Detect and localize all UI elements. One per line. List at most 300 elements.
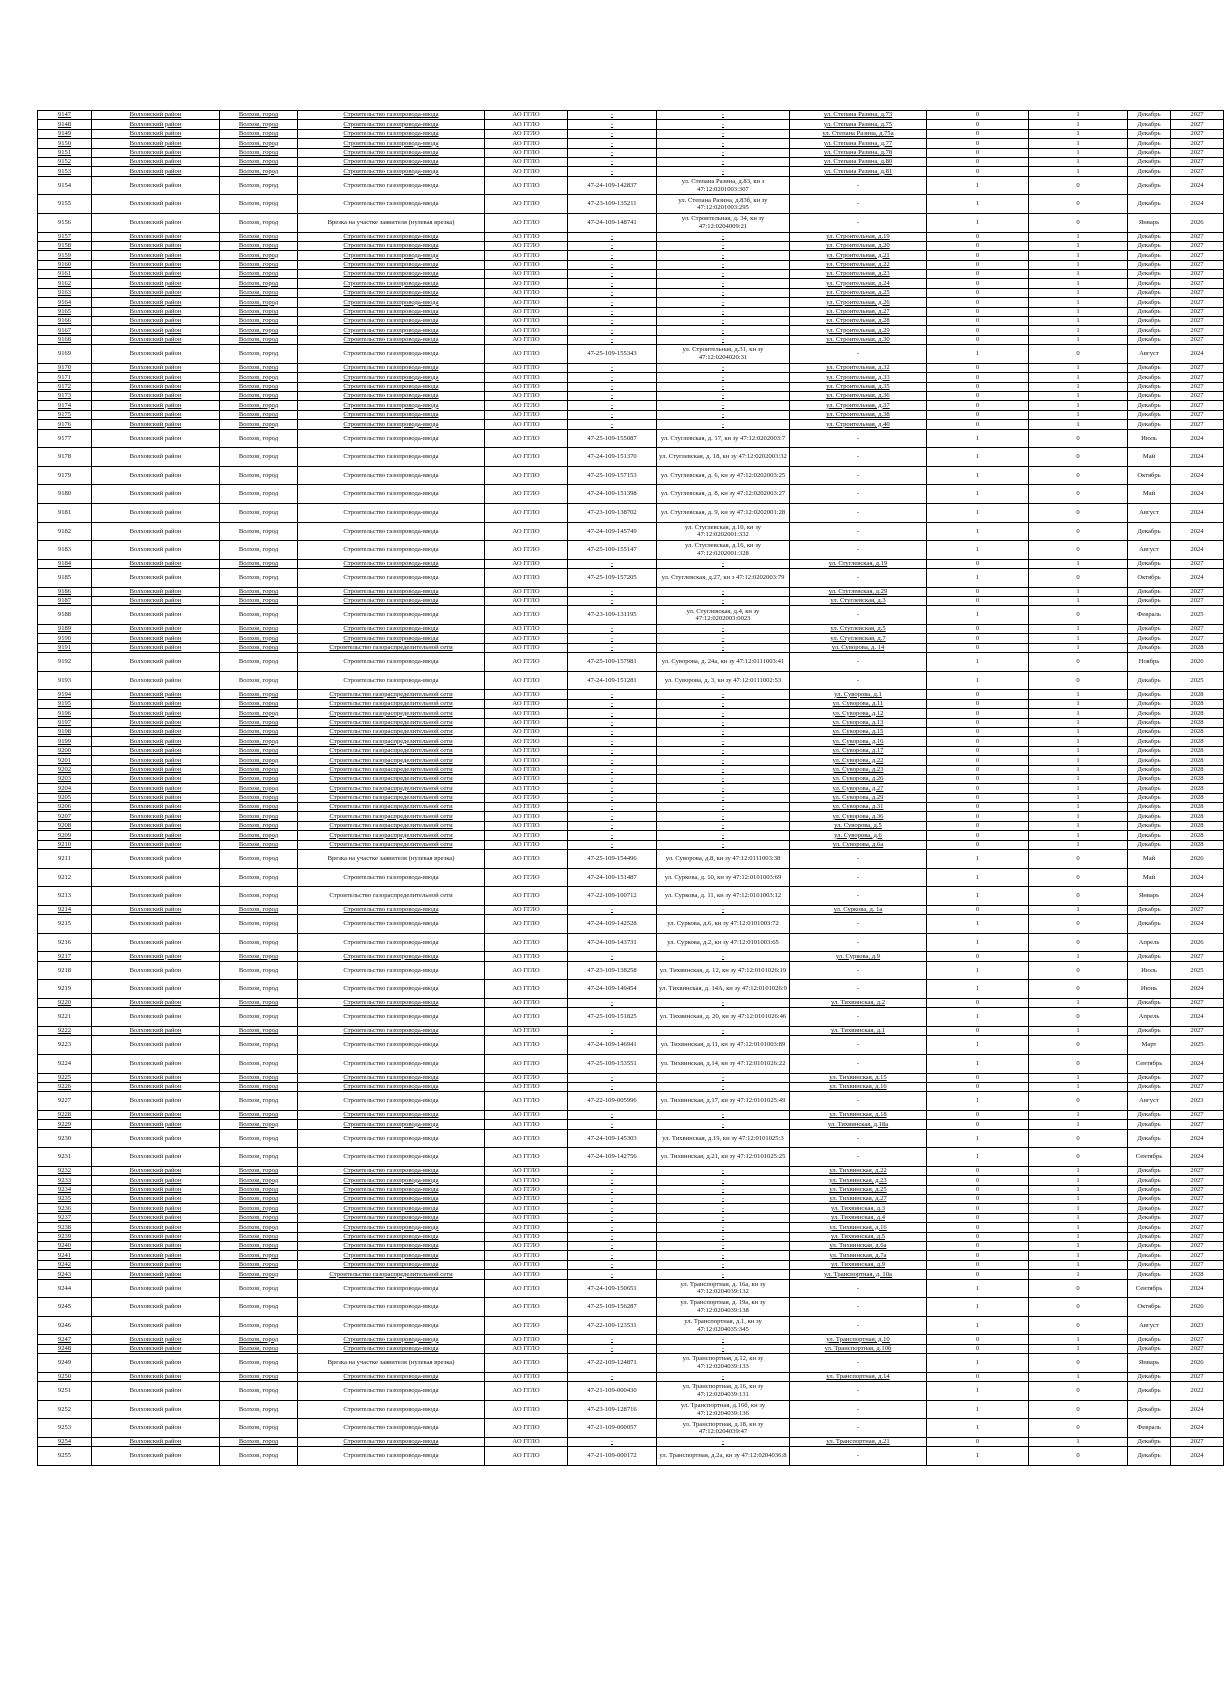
- table-row: [38, 401, 1224, 410]
- work-type-cell: Строительство газопровода-ввода: [298, 980, 485, 999]
- work-type-cell: Строительство газораспределительной сети: [298, 840, 485, 849]
- count-b-cell: 0: [1029, 1316, 1128, 1335]
- count-b-cell: 1: [1029, 148, 1128, 157]
- table-row: [38, 1419, 1224, 1438]
- work-type-cell: Строительство газопровода-ввода: [298, 335, 485, 344]
- row-number: 9201: [38, 756, 92, 765]
- district-cell: Волховский район: [92, 850, 220, 869]
- district-cell: Волховский район: [92, 391, 220, 400]
- table-row: [38, 391, 1224, 400]
- month-cell: Декабрь: [1128, 1270, 1171, 1279]
- table-row: [38, 643, 1224, 652]
- district-cell: Волховский район: [92, 279, 220, 288]
- month-cell: Декабрь: [1128, 587, 1171, 596]
- address-cadastral-cell: -: [657, 559, 790, 568]
- year-cell: 2028: [1171, 774, 1224, 783]
- count-b-cell: 1: [1029, 120, 1128, 129]
- row-number: 9217: [38, 952, 92, 961]
- work-type-cell: Строительство газопровода-ввода: [298, 1382, 485, 1401]
- table-row: [38, 148, 1224, 157]
- month-cell: Декабрь: [1128, 317, 1171, 326]
- table-row: [38, 774, 1224, 783]
- month-cell: Декабрь: [1128, 1110, 1171, 1119]
- month-cell: Январь: [1128, 1354, 1171, 1373]
- count-a-cell: 0: [927, 1166, 1029, 1175]
- table-row: [38, 998, 1224, 1007]
- count-a-cell: 1: [927, 606, 1029, 625]
- settlement-cell: Волхов, город: [220, 1026, 298, 1035]
- address-cell: ул. Тихвинская, д.2: [790, 998, 927, 1007]
- district-cell: Волховский район: [92, 905, 220, 914]
- table-row: [38, 176, 1224, 195]
- application-number-cell: -: [568, 139, 657, 148]
- work-type-cell: Врезка на участке заявителя (нулевая врезка): [298, 213, 485, 232]
- settlement-cell: Волхов, город: [220, 606, 298, 625]
- organization-cell: АО ГГЛО: [485, 1344, 568, 1353]
- count-b-cell: 1: [1029, 270, 1128, 279]
- count-a-cell: 0: [927, 232, 1029, 241]
- address-cell: -: [790, 569, 927, 588]
- table-row: [38, 1251, 1224, 1260]
- address-cell: ул. Стуглевская, д.5: [790, 625, 927, 634]
- month-cell: Декабрь: [1128, 232, 1171, 241]
- district-cell: Волховский район: [92, 1092, 220, 1111]
- settlement-cell: Волхов, город: [220, 1195, 298, 1204]
- address-cadastral-cell: ул. Суркова, д. 11, кн зу 47:12:0101003:12: [657, 887, 790, 906]
- count-b-cell: 1: [1029, 373, 1128, 382]
- work-type-cell: Строительство газопровода-ввода: [298, 448, 485, 467]
- address-cadastral-cell: -: [657, 1344, 790, 1353]
- month-cell: Ноябрь: [1128, 653, 1171, 672]
- table-row: [38, 625, 1224, 634]
- count-b-cell: 0: [1029, 1054, 1128, 1073]
- organization-cell: АО ГГЛО: [485, 298, 568, 307]
- year-cell: 2026: [1171, 1354, 1224, 1373]
- table-row: [38, 111, 1224, 120]
- address-cell: -: [790, 1054, 927, 1073]
- count-a-cell: 1: [927, 1316, 1029, 1335]
- table-row: [38, 1054, 1224, 1073]
- work-type-cell: Строительство газопровода-ввода: [298, 915, 485, 934]
- organization-cell: АО ГГЛО: [485, 401, 568, 410]
- settlement-cell: Волхов, город: [220, 241, 298, 250]
- address-cadastral-cell: ул. Стуглевская, д. 17, кн зу 47:12:0202003:7: [657, 429, 790, 448]
- settlement-cell: Волхов, город: [220, 699, 298, 708]
- row-number: 9246: [38, 1316, 92, 1335]
- row-number: 9164: [38, 298, 92, 307]
- address-cadastral-cell: -: [657, 1185, 790, 1194]
- row-number: 9234: [38, 1185, 92, 1194]
- application-number-cell: -: [568, 1232, 657, 1241]
- count-b-cell: 1: [1029, 812, 1128, 821]
- row-number: 9167: [38, 326, 92, 335]
- district-cell: Волховский район: [92, 1419, 220, 1438]
- count-a-cell: 1: [927, 1036, 1029, 1055]
- count-a-cell: 0: [927, 587, 1029, 596]
- row-number: 9229: [38, 1120, 92, 1129]
- application-number-cell: -: [568, 270, 657, 279]
- year-cell: 2027: [1171, 1344, 1224, 1353]
- application-number-cell: -: [568, 756, 657, 765]
- month-cell: Декабрь: [1128, 699, 1171, 708]
- month-cell: Декабрь: [1128, 952, 1171, 961]
- organization-cell: АО ГГЛО: [485, 1204, 568, 1213]
- address-cadastral-cell: -: [657, 765, 790, 774]
- year-cell: 2028: [1171, 737, 1224, 746]
- year-cell: 2027: [1171, 157, 1224, 166]
- application-number-cell: 47-23-109-138702: [568, 503, 657, 522]
- count-a-cell: 1: [927, 429, 1029, 448]
- organization-cell: АО ГГЛО: [485, 1354, 568, 1373]
- work-type-cell: Строительство газопровода-ввода: [298, 998, 485, 1007]
- row-number: 9177: [38, 429, 92, 448]
- district-cell: Волховский район: [92, 803, 220, 812]
- work-type-cell: Строительство газопровода-ввода: [298, 317, 485, 326]
- count-b-cell: 1: [1029, 232, 1128, 241]
- application-number-cell: 47-25-109-154496: [568, 850, 657, 869]
- count-a-cell: 0: [927, 129, 1029, 138]
- year-cell: 2025: [1171, 671, 1224, 690]
- district-cell: Волховский район: [92, 541, 220, 560]
- year-cell: 2027: [1171, 326, 1224, 335]
- settlement-cell: Волхов, город: [220, 260, 298, 269]
- year-cell: 2024: [1171, 1419, 1224, 1438]
- organization-cell: АО ГГЛО: [485, 213, 568, 232]
- row-number: 9182: [38, 522, 92, 541]
- row-number: 9228: [38, 1110, 92, 1119]
- year-cell: 2027: [1171, 1176, 1224, 1185]
- address-cadastral-cell: -: [657, 410, 790, 419]
- address-cell: -: [790, 1316, 927, 1335]
- address-cell: ул. Строительная, д.23: [790, 270, 927, 279]
- month-cell: Декабрь: [1128, 1232, 1171, 1241]
- table-row: [38, 373, 1224, 382]
- count-b-cell: 1: [1029, 756, 1128, 765]
- count-b-cell: 1: [1029, 139, 1128, 148]
- application-number-cell: -: [568, 840, 657, 849]
- address-cadastral-cell: ул. Тихвинская, д.14, кн зу 47:12:0101026:22: [657, 1054, 790, 1073]
- work-type-cell: Строительство газопровода-ввода: [298, 167, 485, 176]
- address-cell: ул. Суворова, д.13: [790, 718, 927, 727]
- count-a-cell: 0: [927, 1260, 1029, 1269]
- table-row: [38, 812, 1224, 821]
- count-b-cell: 1: [1029, 803, 1128, 812]
- table-row: [38, 288, 1224, 297]
- address-cell: -: [790, 606, 927, 625]
- count-b-cell: 1: [1029, 840, 1128, 849]
- organization-cell: АО ГГЛО: [485, 195, 568, 214]
- organization-cell: АО ГГЛО: [485, 559, 568, 568]
- district-cell: Волховский район: [92, 232, 220, 241]
- district-cell: Волховский район: [92, 998, 220, 1007]
- address-cadastral-cell: -: [657, 1026, 790, 1035]
- table-row: [38, 634, 1224, 643]
- organization-cell: АО ГГЛО: [485, 727, 568, 736]
- settlement-cell: Волхов, город: [220, 1447, 298, 1466]
- month-cell: Декабрь: [1128, 1344, 1171, 1353]
- month-cell: Декабрь: [1128, 373, 1171, 382]
- count-a-cell: 0: [927, 1232, 1029, 1241]
- month-cell: Май: [1128, 868, 1171, 887]
- row-number: 9240: [38, 1242, 92, 1251]
- work-type-cell: Строительство газопровода-ввода: [298, 1166, 485, 1175]
- row-number: 9252: [38, 1400, 92, 1419]
- application-number-cell: 47-22-109-124871: [568, 1354, 657, 1373]
- month-cell: Декабрь: [1128, 812, 1171, 821]
- year-cell: 2027: [1171, 1223, 1224, 1232]
- organization-cell: АО ГГЛО: [485, 1129, 568, 1148]
- year-cell: 2027: [1171, 634, 1224, 643]
- row-number: 9159: [38, 251, 92, 260]
- count-b-cell: 1: [1029, 1073, 1128, 1082]
- row-number: 9238: [38, 1223, 92, 1232]
- year-cell: 2028: [1171, 765, 1224, 774]
- month-cell: Декабрь: [1128, 737, 1171, 746]
- row-number: 9205: [38, 793, 92, 802]
- settlement-cell: Волхов, город: [220, 756, 298, 765]
- work-type-cell: Строительство газораспределительной сети: [298, 737, 485, 746]
- work-type-cell: Строительство газопровода-ввода: [298, 1279, 485, 1298]
- application-number-cell: 47-21-109-000172: [568, 1447, 657, 1466]
- organization-cell: АО ГГЛО: [485, 1092, 568, 1111]
- settlement-cell: Волхов, город: [220, 634, 298, 643]
- work-type-cell: Строительство газораспределительной сети: [298, 831, 485, 840]
- address-cadastral-cell: -: [657, 625, 790, 634]
- row-number: 9216: [38, 933, 92, 952]
- district-cell: Волховский район: [92, 1185, 220, 1194]
- district-cell: Волховский район: [92, 1120, 220, 1129]
- count-a-cell: 1: [927, 1008, 1029, 1027]
- organization-cell: АО ГГЛО: [485, 587, 568, 596]
- work-type-cell: Строительство газопровода-ввода: [298, 503, 485, 522]
- count-a-cell: 0: [927, 410, 1029, 419]
- application-number-cell: 47-24-109-148741: [568, 213, 657, 232]
- district-cell: Волховский район: [92, 1298, 220, 1317]
- district-cell: Волховский район: [92, 597, 220, 606]
- work-type-cell: Строительство газораспределительной сети: [298, 784, 485, 793]
- address-cell: ул. Тихвинская, д.16: [790, 1223, 927, 1232]
- year-cell: 2027: [1171, 120, 1224, 129]
- organization-cell: АО ГГЛО: [485, 317, 568, 326]
- count-a-cell: 1: [927, 213, 1029, 232]
- address-cell: ул. Строительная, д.27: [790, 307, 927, 316]
- count-b-cell: 1: [1029, 587, 1128, 596]
- count-a-cell: 0: [927, 737, 1029, 746]
- year-cell: 2027: [1171, 1251, 1224, 1260]
- month-cell: Декабрь: [1128, 1026, 1171, 1035]
- address-cell: ул. Строительная, д.33: [790, 373, 927, 382]
- application-number-cell: 47-24-109-145749: [568, 522, 657, 541]
- table-row: [38, 1008, 1224, 1027]
- year-cell: 2027: [1171, 1242, 1224, 1251]
- application-number-cell: 47-23-109-128716: [568, 1400, 657, 1419]
- address-cadastral-cell: -: [657, 270, 790, 279]
- address-cadastral-cell: -: [657, 260, 790, 269]
- table-row: [38, 363, 1224, 372]
- month-cell: Декабрь: [1128, 625, 1171, 634]
- count-b-cell: 0: [1029, 213, 1128, 232]
- count-b-cell: 0: [1029, 522, 1128, 541]
- address-cell: ул. Суворова, д.17: [790, 746, 927, 755]
- district-cell: Волховский район: [92, 363, 220, 372]
- table-row: [38, 1344, 1224, 1353]
- count-a-cell: 1: [927, 569, 1029, 588]
- month-cell: Декабрь: [1128, 1437, 1171, 1446]
- row-number: 9169: [38, 345, 92, 364]
- address-cell: ул. Строительная, д.37: [790, 401, 927, 410]
- organization-cell: АО ГГЛО: [485, 1176, 568, 1185]
- address-cell: ул. Транспортная, д.21: [790, 1437, 927, 1446]
- organization-cell: АО ГГЛО: [485, 1036, 568, 1055]
- month-cell: Декабрь: [1128, 718, 1171, 727]
- address-cadastral-cell: ул. Стуглевская, д. 8, кн зу 47:12:0202003:27: [657, 485, 790, 504]
- district-cell: Волховский район: [92, 335, 220, 344]
- count-a-cell: 0: [927, 746, 1029, 755]
- work-type-cell: Строительство газопровода-ввода: [298, 1437, 485, 1446]
- table-row: [38, 317, 1224, 326]
- district-cell: Волховский район: [92, 559, 220, 568]
- work-type-cell: Строительство газопровода-ввода: [298, 1129, 485, 1148]
- settlement-cell: Волхов, город: [220, 1148, 298, 1167]
- district-cell: Волховский район: [92, 840, 220, 849]
- month-cell: Декабрь: [1128, 1204, 1171, 1213]
- address-cadastral-cell: ул. Суркова, д.2, кн зу 47:12:0101003:65: [657, 933, 790, 952]
- work-type-cell: Строительство газопровода-ввода: [298, 905, 485, 914]
- year-cell: 2028: [1171, 746, 1224, 755]
- table-row: [38, 466, 1224, 485]
- address-cell: ул. Тихвинская, д.18а: [790, 1120, 927, 1129]
- month-cell: Январь: [1128, 213, 1171, 232]
- month-cell: Декабрь: [1128, 915, 1171, 934]
- work-type-cell: Строительство газопровода-ввода: [298, 606, 485, 625]
- count-a-cell: 1: [927, 1279, 1029, 1298]
- table-row: [38, 1036, 1224, 1055]
- organization-cell: АО ГГЛО: [485, 232, 568, 241]
- work-type-cell: Строительство газораспределительной сети: [298, 709, 485, 718]
- settlement-cell: Волхов, город: [220, 326, 298, 335]
- address-cadastral-cell: ул. Стуглевская, д.4, кн зу 47:12:0202003:0023: [657, 606, 790, 625]
- table-row: [38, 195, 1224, 214]
- count-a-cell: 1: [927, 1148, 1029, 1167]
- application-number-cell: -: [568, 793, 657, 802]
- year-cell: 2028: [1171, 821, 1224, 830]
- work-type-cell: Строительство газопровода-ввода: [298, 1419, 485, 1438]
- organization-cell: АО ГГЛО: [485, 345, 568, 364]
- settlement-cell: Волхов, город: [220, 1298, 298, 1317]
- work-type-cell: Строительство газораспределительной сети: [298, 887, 485, 906]
- address-cadastral-cell: -: [657, 1223, 790, 1232]
- table-row: [38, 420, 1224, 429]
- count-b-cell: 1: [1029, 167, 1128, 176]
- count-a-cell: 1: [927, 1400, 1029, 1419]
- organization-cell: АО ГГЛО: [485, 241, 568, 250]
- row-number: 9219: [38, 980, 92, 999]
- count-b-cell: 1: [1029, 793, 1128, 802]
- address-cell: ул. Суворова, д.16: [790, 737, 927, 746]
- address-cadastral-cell: -: [657, 905, 790, 914]
- district-cell: Волховский район: [92, 587, 220, 596]
- address-cadastral-cell: -: [657, 709, 790, 718]
- organization-cell: АО ГГЛО: [485, 774, 568, 783]
- settlement-cell: Волхов, город: [220, 587, 298, 596]
- application-number-cell: -: [568, 1110, 657, 1119]
- application-number-cell: 47-23-109-131195: [568, 606, 657, 625]
- address-cadastral-cell: -: [657, 120, 790, 129]
- work-type-cell: Строительство газопровода-ввода: [298, 952, 485, 961]
- month-cell: Декабрь: [1128, 1400, 1171, 1419]
- organization-cell: АО ГГЛО: [485, 868, 568, 887]
- settlement-cell: Волхов, город: [220, 167, 298, 176]
- work-type-cell: Строительство газопровода-ввода: [298, 270, 485, 279]
- address-cell: ул. Строительная, д.35: [790, 382, 927, 391]
- address-cadastral-cell: ул. Транспортная, д.12, кн зу 47:12:0204039:133: [657, 1354, 790, 1373]
- district-cell: Волховский район: [92, 410, 220, 419]
- year-cell: 2024: [1171, 429, 1224, 448]
- month-cell: Май: [1128, 485, 1171, 504]
- row-number: 9181: [38, 503, 92, 522]
- table-row: [38, 541, 1224, 560]
- year-cell: 2024: [1171, 1279, 1224, 1298]
- district-cell: Волховский район: [92, 382, 220, 391]
- organization-cell: АО ГГЛО: [485, 288, 568, 297]
- table-body: [38, 111, 1224, 1466]
- settlement-cell: Волхов, город: [220, 980, 298, 999]
- organization-cell: АО ГГЛО: [485, 1270, 568, 1279]
- table-row: [38, 784, 1224, 793]
- address-cell: ул. Суворова, д.22: [790, 756, 927, 765]
- address-cell: ул. Стуглевская, д.7: [790, 634, 927, 643]
- table-row: [38, 887, 1224, 906]
- settlement-cell: Волхов, город: [220, 1036, 298, 1055]
- year-cell: 2027: [1171, 1110, 1224, 1119]
- row-number: 9255: [38, 1447, 92, 1466]
- row-number: 9149: [38, 129, 92, 138]
- organization-cell: АО ГГЛО: [485, 260, 568, 269]
- application-number-cell: -: [568, 307, 657, 316]
- work-type-cell: Строительство газораспределительной сети: [298, 1270, 485, 1279]
- address-cell: ул. Тихвинская, д.4: [790, 1213, 927, 1222]
- application-number-cell: -: [568, 1344, 657, 1353]
- count-b-cell: 1: [1029, 1110, 1128, 1119]
- district-cell: Волховский район: [92, 1354, 220, 1373]
- count-a-cell: 0: [927, 765, 1029, 774]
- organization-cell: АО ГГЛО: [485, 671, 568, 690]
- district-cell: Волховский район: [92, 326, 220, 335]
- month-cell: Декабрь: [1128, 111, 1171, 120]
- address-cadastral-cell: ул. Транспортная, д.16, кн зу 47:12:0204039:131: [657, 1382, 790, 1401]
- settlement-cell: Волхов, город: [220, 765, 298, 774]
- application-number-cell: 47-24-109-151487: [568, 868, 657, 887]
- settlement-cell: Волхов, город: [220, 1129, 298, 1148]
- count-b-cell: 1: [1029, 382, 1128, 391]
- district-cell: Волховский район: [92, 111, 220, 120]
- count-b-cell: 1: [1029, 625, 1128, 634]
- address-cell: ул. Степана Разина, д.73: [790, 111, 927, 120]
- work-type-cell: Строительство газопровода-ввода: [298, 1232, 485, 1241]
- application-number-cell: -: [568, 1073, 657, 1082]
- count-b-cell: 0: [1029, 448, 1128, 467]
- application-number-cell: -: [568, 363, 657, 372]
- work-type-cell: Строительство газораспределительной сети: [298, 699, 485, 708]
- work-type-cell: Строительство газопровода-ввода: [298, 569, 485, 588]
- month-cell: Декабрь: [1128, 998, 1171, 1007]
- row-number: 9203: [38, 774, 92, 783]
- district-cell: Волховский район: [92, 569, 220, 588]
- work-type-cell: Строительство газопровода-ввода: [298, 1092, 485, 1111]
- count-b-cell: 1: [1029, 326, 1128, 335]
- month-cell: Декабрь: [1128, 279, 1171, 288]
- year-cell: 2027: [1171, 241, 1224, 250]
